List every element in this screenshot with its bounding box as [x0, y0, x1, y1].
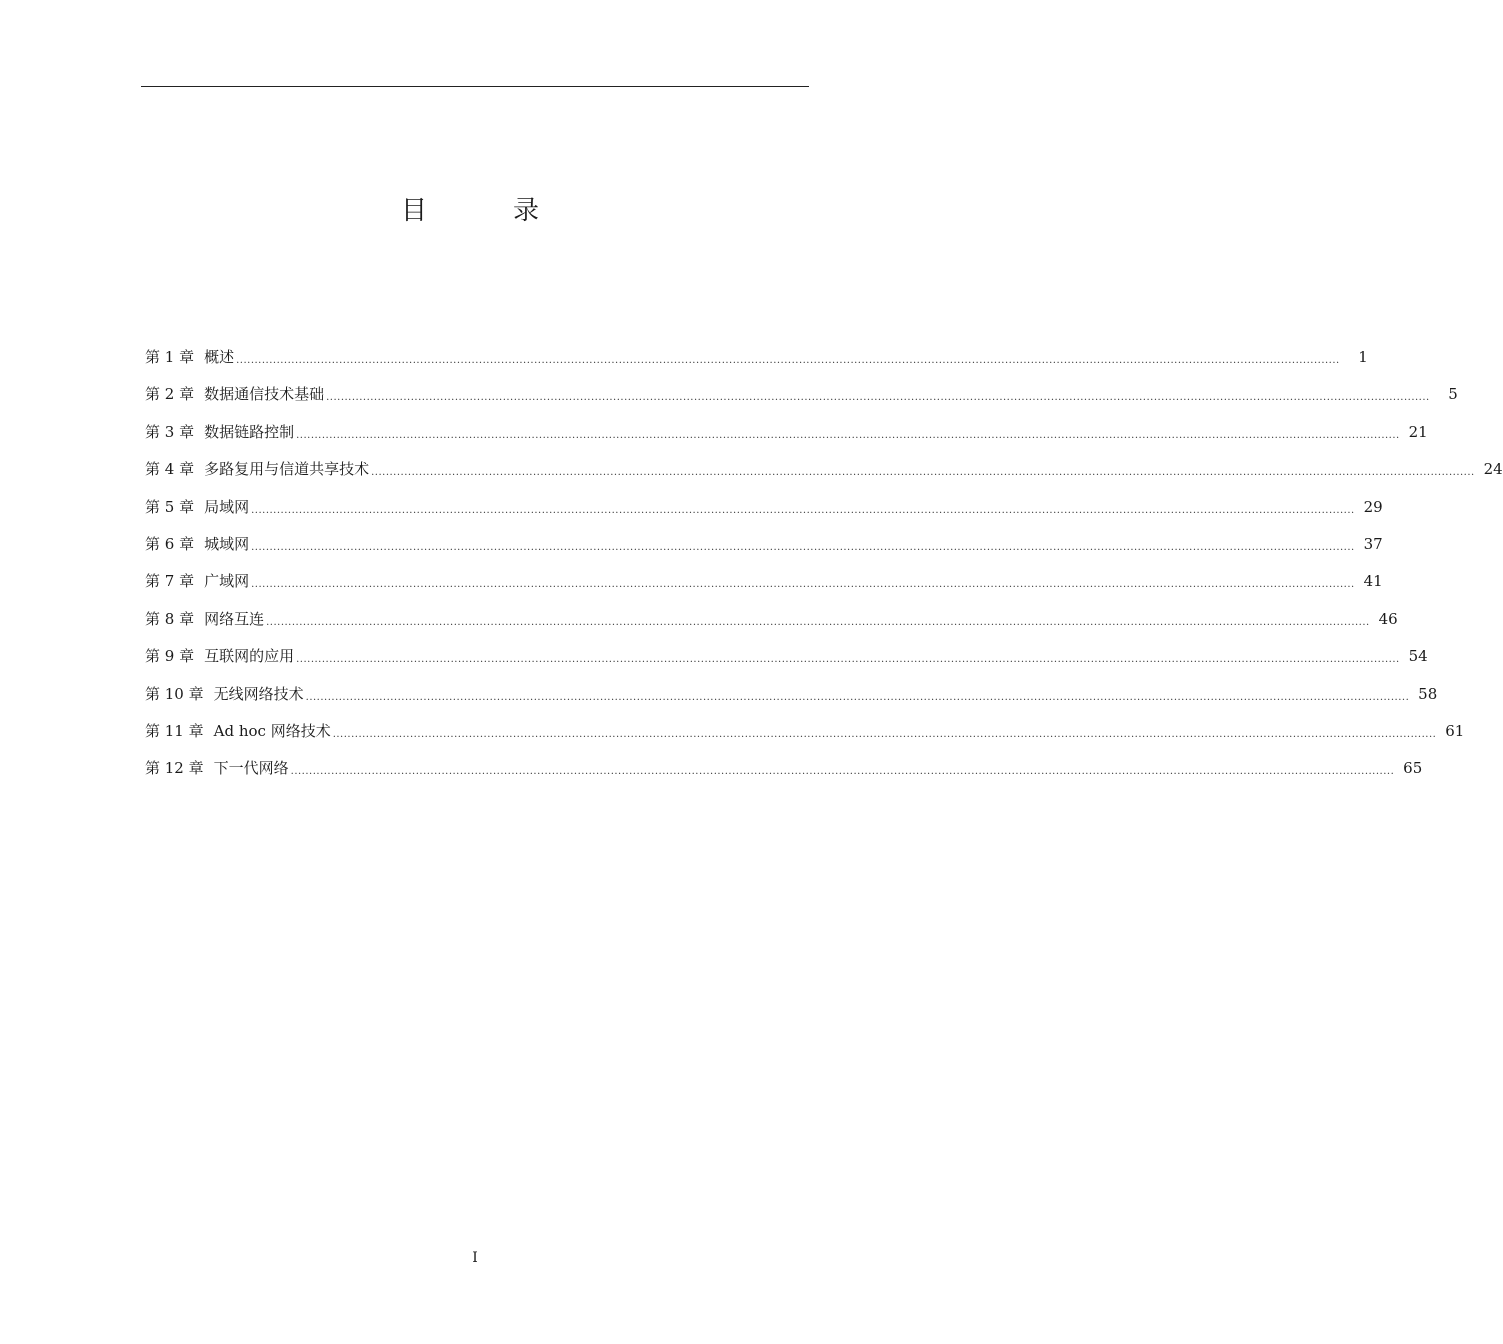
- toc-chapter-number: 第 8 章: [145, 609, 195, 628]
- toc-dot-leader: ............................................................................................................................................................................................................................................................................................................: [251, 541, 1355, 553]
- toc-chapter-number: 第 11 章: [145, 721, 204, 740]
- toc-dot-leader: ............................................................................................................................................................................................................................................................................................................: [371, 467, 1475, 479]
- toc-chapter-heading: [145, 458, 369, 479]
- toc-entry[interactable]: [145, 383, 1458, 420]
- toc-chapter-title: 多路复用与信道共享技术: [204, 460, 370, 479]
- toc-chapter-title: 下一代网络: [213, 759, 289, 778]
- page-number: I: [472, 1250, 478, 1266]
- toc-chapter-number: 第 2 章: [145, 385, 195, 404]
- toc-chapter-number: 第 6 章: [145, 534, 195, 553]
- toc-page-number: 46: [1378, 609, 1398, 628]
- toc-dot-leader: ............................................................................................................................................................................................................................................................................................................: [251, 579, 1355, 591]
- toc-entry[interactable]: [145, 458, 1503, 495]
- toc-chapter-title: 数据通信技术基础: [204, 385, 325, 404]
- toc-entry[interactable]: [145, 421, 1428, 458]
- toc-chapter-title: 广域网: [204, 572, 250, 591]
- header-rule: [141, 86, 809, 87]
- toc-chapter-title: 数据链路控制: [204, 422, 295, 441]
- toc-chapter-title: 概述: [204, 348, 235, 366]
- toc-page-number: 61: [1445, 721, 1465, 740]
- toc-dot-leader: ............................................................................................................................................................................................................................................................................................................: [251, 504, 1355, 516]
- toc-title: 目 录: [400, 196, 569, 226]
- toc-chapter-number: 第 10 章: [145, 684, 204, 703]
- toc-entry[interactable]: [145, 496, 1383, 533]
- toc-page-number: 1: [1358, 348, 1368, 366]
- toc-chapter-title: 互联网的应用: [204, 647, 295, 666]
- toc-dot-leader: ............................................................................................................................................................................................................................................................................................................: [326, 392, 1430, 404]
- toc-chapter-heading: [145, 757, 289, 778]
- toc-dot-leader: ............................................................................................................................................................................................................................................................................................................: [266, 616, 1370, 628]
- table-of-contents: [145, 346, 1503, 795]
- toc-chapter-number: 第 4 章: [145, 460, 195, 479]
- toc-page-number: 29: [1363, 497, 1383, 516]
- toc-chapter-title: 网络互连: [204, 609, 265, 628]
- toc-entry[interactable]: [145, 533, 1383, 570]
- toc-chapter-heading: [145, 683, 304, 704]
- toc-chapter-title: Ad hoc 网络技术: [213, 721, 331, 740]
- toc-dot-leader: ............................................................................................................................................................................................................................................................................................................: [296, 429, 1400, 441]
- toc-entry[interactable]: [145, 570, 1383, 607]
- toc-page-number: 21: [1408, 422, 1428, 441]
- toc-chapter-heading: [145, 421, 294, 442]
- toc-entry[interactable]: [145, 608, 1398, 645]
- toc-dot-leader: ............................................................................................................................................................................................................................................................................................................: [296, 654, 1400, 666]
- toc-dot-leader: ............................................................................................................................................................................................................................................................................................................: [236, 355, 1340, 366]
- toc-chapter-heading: [145, 533, 249, 554]
- toc-chapter-number: 第 12 章: [145, 759, 204, 778]
- toc-page-number: 24: [1483, 460, 1503, 479]
- toc-page-number: 58: [1418, 684, 1438, 703]
- toc-chapter-heading: [145, 346, 234, 367]
- toc-page-number: 41: [1363, 572, 1383, 591]
- toc-page-number: 37: [1363, 534, 1383, 553]
- toc-dot-leader: ............................................................................................................................................................................................................................................................................................................: [305, 691, 1410, 703]
- toc-chapter-heading: [145, 720, 331, 741]
- toc-entry[interactable]: [145, 346, 1368, 383]
- toc-chapter-number: 第 9 章: [145, 647, 195, 666]
- toc-chapter-title: 城域网: [204, 534, 250, 553]
- toc-page-number: 5: [1448, 385, 1458, 404]
- toc-page-number: 54: [1408, 647, 1428, 666]
- toc-page-number: 65: [1403, 759, 1423, 778]
- toc-chapter-heading: [145, 645, 294, 666]
- toc-chapter-number: 第 7 章: [145, 572, 195, 591]
- toc-chapter-heading: [145, 496, 249, 517]
- toc-chapter-title: 无线网络技术: [213, 684, 304, 703]
- toc-chapter-heading: [145, 383, 324, 404]
- toc-dot-leader: ............................................................................................................................................................................................................................................................................................................: [332, 728, 1437, 740]
- toc-chapter-heading: [145, 608, 264, 629]
- toc-entry[interactable]: [145, 683, 1438, 720]
- toc-chapter-number: 第 1 章: [145, 348, 195, 366]
- toc-chapter-number: 第 5 章: [145, 497, 195, 516]
- toc-chapter-number: 第 3 章: [145, 422, 195, 441]
- toc-entry[interactable]: [145, 720, 1465, 757]
- toc-entry[interactable]: [145, 757, 1423, 794]
- toc-dot-leader: ............................................................................................................................................................................................................................................................................................................: [290, 766, 1395, 778]
- toc-entry[interactable]: [145, 645, 1428, 682]
- toc-chapter-title: 局域网: [204, 497, 250, 516]
- toc-chapter-heading: [145, 570, 249, 591]
